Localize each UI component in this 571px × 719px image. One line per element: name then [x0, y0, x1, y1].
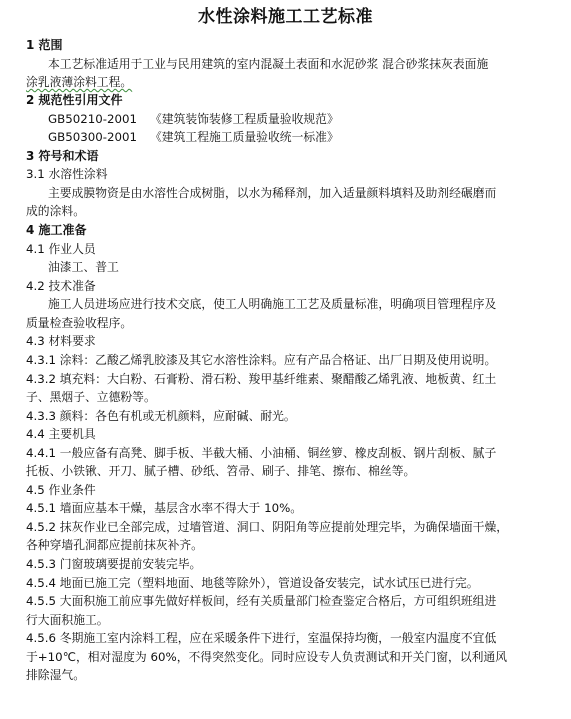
- section-2-heading: 2 规范性引用文件: [26, 93, 123, 107]
- section-4-5-2-text-line-1: 4.5.2 抹灰作业已全部完成，过墙管道、洞口、阴阳角等应提前处理完毕，为确保墙面干燥，: [26, 520, 509, 534]
- section-1-text-line-2: [26, 73, 132, 91]
- section-4-5-1-text: 4.5.1 墙面应基本干燥，基层含水率不得大于 10%。: [26, 501, 303, 515]
- section-4-5-3-text: 4.5.3 门窗玻璃要提前安装完毕。: [26, 557, 202, 571]
- section-4-4-heading: 4.4 主要机具: [26, 427, 96, 441]
- section-4-3-2-text-line-1: 4.3.2 填充料：大白粉、石膏粉、滑石粉、羧甲基纤维素、聚醋酸乙烯乳液、地板黄、红土: [26, 372, 497, 386]
- section-4-3-3-text: 4.3.3 颜料：各色有机或无机颜料，应耐碱、耐光。: [26, 409, 296, 423]
- section-3-text-line-1: 主要成膜物资是由水溶性合成树脂，以水为稀释剂，加入适量颜料填料及助剂经碾磨而: [48, 186, 497, 200]
- section-4-3-heading: 4.3 材料要求: [26, 334, 96, 348]
- reference-name-2: 《建筑工程施工质量验收统一标准》: [150, 130, 339, 144]
- reference-code-1: GB50210-2001: [48, 112, 138, 126]
- section-4-2-text-line-2: 质量检查验收程序。: [26, 316, 133, 330]
- reference-code-2: GB50300-2001: [48, 130, 138, 144]
- section-4-5-5-text-line-2: 行大面积施工。: [26, 613, 109, 627]
- section-4-5-6-text-line-2: 于+10℃，相对湿度为 60%，不得突然变化。同时应设专人负责测试和开关门窗，以利通风: [26, 650, 508, 664]
- section-4-4-1-text-line-1: 4.4.1 一般应备有高凳、脚手板、半截大桶、小油桶、铜丝箩、橡皮刮板、钢片刮板、腻子: [26, 446, 497, 460]
- section-4-5-5-text-line-1: 4.5.5 大面积施工前应事先做好样板间，经有关质量部门检查鉴定合格后，方可组织班组进: [26, 594, 497, 608]
- section-1-text-line-1: 本工艺标准适用于工业与民用建筑的室内混凝土表面和水泥砂浆 混合砂浆抹灰表面施: [48, 57, 489, 71]
- section-4-5-4-text: 4.5.4 地面已施工完（塑料地面、地毯等除外），管道设备安装完，试水试压已进行完。: [26, 576, 479, 590]
- section-1-heading: 1 范围: [26, 38, 63, 52]
- section-4-2-text-line-1: 施工人员进场应进行技术交底，使工人明确施工工艺及质量标准，明确项目管理程序及: [48, 297, 497, 311]
- section-3-text-line-2: 成的涂料。: [26, 204, 85, 218]
- section-4-3-2-text-line-2: 子、黑烟子、立德粉等。: [26, 390, 156, 404]
- section-4-3-1-text: 4.3.1 涂料：乙酸乙烯乳胶漆及其它水溶性涂料。应有产品合格证、出厂日期及使用说明。: [26, 353, 497, 367]
- section-4-2-heading: 4.2 技术准备: [26, 279, 96, 293]
- section-3-heading: 3 符号和术语: [26, 149, 99, 163]
- section-4-5-6-text-line-1: 4.5.6 冬期施工室内涂料工程，应在采暖条件下进行，室温保持均衡，一般室内温度不宜低: [26, 631, 497, 645]
- section-4-4-1-text-line-2: 托板、小铁锹、开刀、腻子槽、砂纸、笤帚、刷子、排笔、擦布、棉丝等。: [26, 464, 416, 478]
- reference-name-1: 《建筑装饰装修工程质量验收规范》: [150, 112, 339, 126]
- section-4-5-heading: 4.5 作业条件: [26, 483, 96, 497]
- section-4-5-2-text-line-2: 各种穿墙孔洞都应提前抹灰补齐。: [26, 538, 203, 552]
- section-1-text-line-2-content: 涂乳液薄涂料工程。: [26, 75, 133, 89]
- section-4-1-text: 油漆工、普工: [48, 260, 119, 274]
- section-3-1-heading: 3.1 水溶性涂料: [26, 167, 108, 181]
- section-4-1-heading: 4.1 作业人员: [26, 242, 96, 256]
- section-4-5-6-text-line-3: 排除湿气。: [26, 668, 85, 682]
- section-4-heading: 4 施工准备: [26, 223, 87, 237]
- document-title: 水性涂料施工工艺标准: [198, 7, 373, 27]
